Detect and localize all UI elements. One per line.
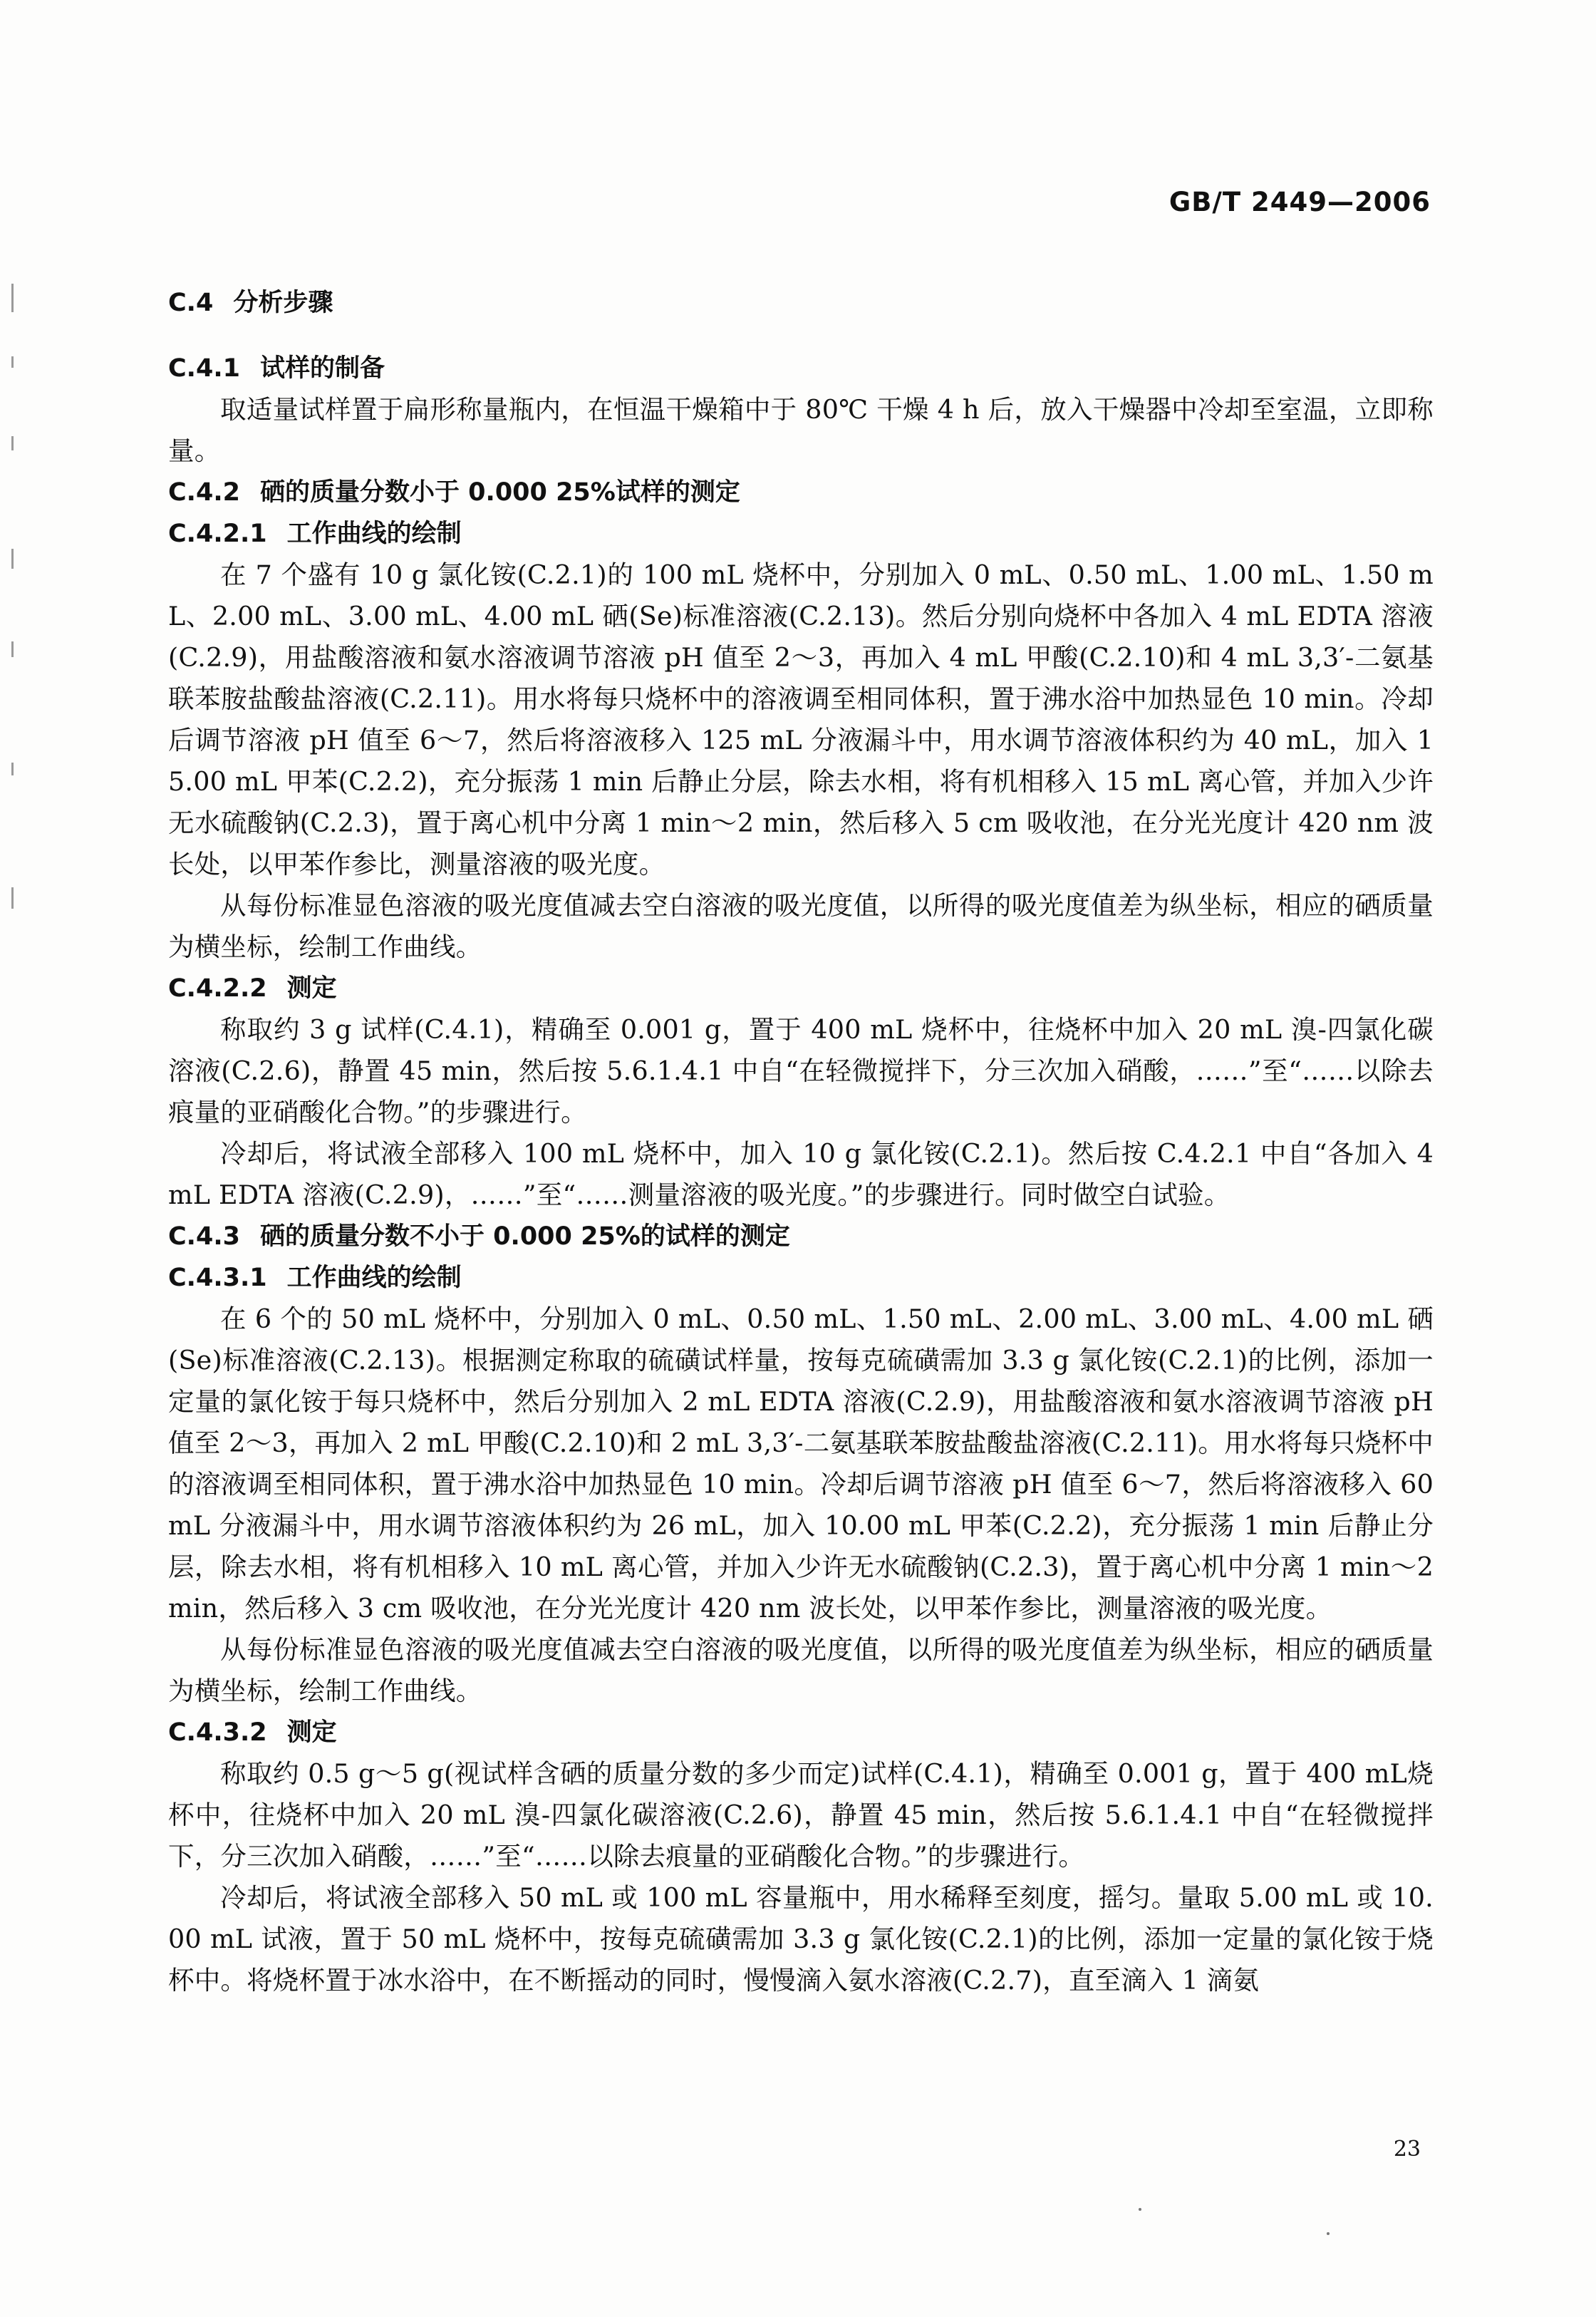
section-heading-c4-2-1 bbox=[168, 513, 1434, 554]
paragraph-sample-preparation: 取适量试样置于扁形称量瓶内，在恒温干燥箱中于 80℃ 干燥 4 h 后，放入干燥器中冷却至室温，立即称量。 bbox=[168, 394, 1434, 466]
section-title: 分析步骤 bbox=[233, 289, 333, 317]
section-heading-c4-1 bbox=[168, 348, 1434, 389]
section-title: 试样的制备 bbox=[259, 354, 385, 383]
section-number: C.4.2.1 bbox=[168, 520, 267, 548]
paragraph-calibration-procedure-high: 在 6 个的 50 mL 烧杯中，分别加入 0 mL、0.50 mL、1.50 mL、2.00 mL、3.00 mL、4.00 mL 硒(Se)标准溶液(C.2.13)。根据测定称取的硫磺试样量，按每克硫磺需加 3.3 g 氯化铵(C.2.1)的比例，添加一定量的氯化铵于每只烧杯中，然后分别加入 2 mL EDTA 溶液(C.2.9)，用盐酸溶液和氨水溶液调节溶液 pH 值至 2～3，再加入 2 mL 甲酸(C.2.10)和 2 mL 3,3′-二氨基联苯胺盐酸盐溶液(C.2.11)。用水将每只烧杯中的溶液调至相同体积，置于沸水浴中加热显色 10 min。冷却后调节溶液 pH 值至 6～7，然后将溶液移入 60 mL 分液漏斗中，用水调节溶液体积约为 26 mL，加入 10.00 mL 甲苯(C.2.2)，充分振荡 1 min 后静止分层，除去水相，将有机相移入 10 mL 离心管，并加入少许无水硫酸钠(C.2.3)，置于离心机中分离 1 min～2 min，然后移入 3 cm 吸收池，在分光光度计 420 nm 波长处，以甲苯作参比，测量溶液的吸光度。 bbox=[168, 1304, 1434, 1624]
scan-speck bbox=[1139, 2208, 1141, 2211]
section-title: 工作曲线的绘制 bbox=[286, 520, 462, 548]
scan-margin-mark bbox=[11, 549, 14, 569]
section-heading-c4-3-1 bbox=[168, 1257, 1434, 1299]
paragraph-calibration-curve: 从每份标准显色溶液的吸光度值减去空白溶液的吸光度值，以所得的吸光度值差为纵坐标，相应的硒质量为横坐标，绘制工作曲线。 bbox=[168, 890, 1434, 962]
section-heading-c4 bbox=[168, 282, 1434, 324]
section-number: C.4.1 bbox=[168, 354, 240, 383]
section-heading-c4-3-2 bbox=[168, 1712, 1434, 1753]
section-title: 硒的质量分数不小于 0.000 25%的试样的测定 bbox=[259, 1222, 790, 1251]
paragraph-calibration-curve-high: 从每份标准显色溶液的吸光度值减去空白溶液的吸光度值，以所得的吸光度值差为纵坐标，相应的硒质量为横坐标，绘制工作曲线。 bbox=[168, 1634, 1434, 1706]
section-heading-c4-3 bbox=[168, 1216, 1434, 1257]
section-heading-c4-2-2 bbox=[168, 968, 1434, 1009]
section-heading-c4-2 bbox=[168, 472, 1434, 513]
section-number: C.4.3.2 bbox=[168, 1718, 267, 1747]
scan-margin-mark bbox=[11, 763, 14, 775]
main-content bbox=[168, 282, 1434, 2001]
paragraph-determination-cooling: 冷却后，将试液全部移入 100 mL 烧杯中，加入 10 g 氯化铵(C.2.1)。然后按 C.4.2.1 中自“各加入 4 mL EDTA 溶液(C.2.9)，……”至“……测量溶液的吸光度。”的步骤进行。同时做空白试验。 bbox=[168, 1138, 1434, 1210]
section-title: 测定 bbox=[286, 1718, 337, 1747]
section-number: C.4.3 bbox=[168, 1222, 240, 1251]
scan-margin-mark bbox=[11, 887, 14, 909]
paragraph-calibration-procedure: 在 7 个盛有 10 g 氯化铵(C.2.1)的 100 mL 烧杯中，分别加入 0 mL、0.50 mL、1.00 mL、1.50 mL、2.00 mL、3.00 mL、4.00 mL 硒(Se)标准溶液(C.2.13)。然后分别向烧杯中各加入 4 mL EDTA 溶液(C.2.9)，用盐酸溶液和氨水溶液调节溶液 pH 值至 2～3，再加入 4 mL 甲酸(C.2.10)和 4 mL 3,3′-二氨基联苯胺盐酸盐溶液(C.2.11)。用水将每只烧杯中的溶液调至相同体积，置于沸水浴中加热显色 10 min。冷却后调节溶液 pH 值至 6～7，然后将溶液移入 125 mL 分液漏斗中，用水调节溶液体积约为 40 mL，加入 15.00 mL 甲苯(C.2.2)，充分振荡 1 min 后静止分层，除去水相，将有机相移入 15 mL 离心管，并加入少许无水硫酸钠(C.2.3)，置于离心机中分离 1 min～2 min，然后移入 5 cm 吸收池，在分光光度计 420 nm 波长处，以甲苯作参比，测量溶液的吸光度。 bbox=[168, 559, 1434, 879]
paragraph-determination-weighing-high: 称取约 0.5 g～5 g(视试样含硒的质量分数的多少而定)试样(C.4.1)，精确至 0.001 g，置于 400 mL烧杯中，往烧杯中加入 20 mL 溴-四氯化碳溶液(C.2.6)，静置 45 min，然后按 5.6.1.4.1 中自“在轻微搅拌下，分三次加入硝酸，……”至“……以除去痕量的亚硝酸化合物。”的步骤进行。 bbox=[168, 1758, 1434, 1872]
scan-margin-mark bbox=[11, 436, 14, 450]
paragraph-determination-weighing: 称取约 3 g 试样(C.4.1)，精确至 0.001 g，置于 400 mL 烧杯中，往烧杯中加入 20 mL 溴-四氯化碳溶液(C.2.6)，静置 45 min，然后按 5.6.1.4.1 中自“在轻微搅拌下，分三次加入硝酸，……”至“……以除去痕量的亚硝酸化合物。”的步骤进行。 bbox=[168, 1014, 1434, 1127]
standard-code: GB/T 2449—2006 bbox=[1168, 187, 1431, 217]
section-title: 工作曲线的绘制 bbox=[286, 1264, 462, 1292]
section-title: 测定 bbox=[286, 974, 337, 1003]
paragraph-determination-cooling-high: 冷却后，将试液全部移入 50 mL 或 100 mL 容量瓶中，用水稀释至刻度，摇匀。量取 5.00 mL 或 10.00 mL 试液，置于 50 mL 烧杯中，按每克硫磺需加 3.3 g 氯化铵(C.2.1)的比例，添加一定量的氯化铵于烧杯中。将烧杯置于冰水浴中，在不断摇动的同时，慢慢滴入氨水溶液(C.2.7)，直至滴入 1 滴氨 bbox=[168, 1882, 1434, 1996]
section-number: C.4 bbox=[168, 289, 214, 317]
scan-margin-mark bbox=[11, 641, 14, 657]
page-number: 23 bbox=[1393, 2137, 1421, 2162]
section-number: C.4.2.2 bbox=[168, 974, 267, 1003]
section-number: C.4.2 bbox=[168, 478, 240, 507]
section-title: 硒的质量分数小于 0.000 25%试样的测定 bbox=[259, 478, 740, 507]
scan-margin-mark bbox=[11, 284, 14, 312]
scan-speck bbox=[1327, 2232, 1330, 2235]
scan-margin-mark bbox=[11, 356, 14, 368]
section-number: C.4.3.1 bbox=[168, 1264, 267, 1292]
